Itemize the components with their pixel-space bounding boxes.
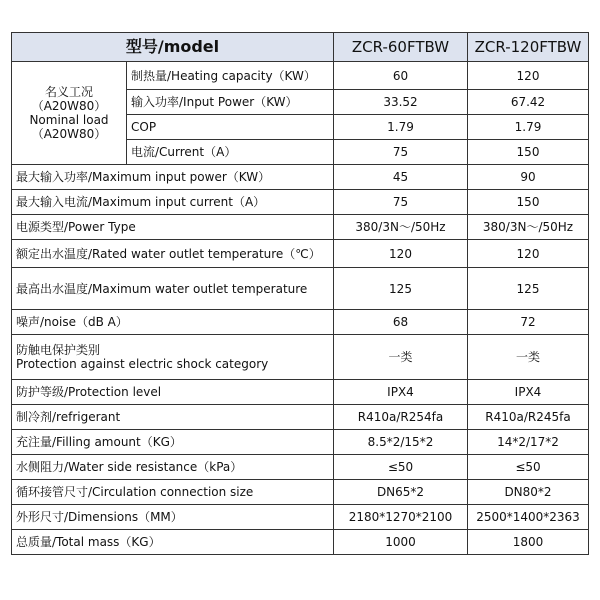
row-label: 额定出水温度/Rated water outlet temperature（℃） [12, 240, 334, 268]
value-model-2: DN80*2 [468, 480, 589, 505]
row-label: 输入功率/Input Power（KW） [127, 90, 334, 115]
value-model-2: ≤50 [468, 455, 589, 480]
row-label: 外形尺寸/Dimensions（MM） [12, 505, 334, 530]
row-label: 循环接管尺寸/Circulation connection size [12, 480, 334, 505]
row-label: 最高出水温度/Maximum water outlet temperature [12, 268, 334, 310]
row-label: 制热量/Heating capacity（KW） [127, 62, 334, 90]
table-row [12, 480, 589, 505]
value-model-1: 75 [334, 140, 468, 165]
value-model-2: 1800 [468, 530, 589, 555]
row-label: 最大输入电流/Maximum input current（A） [12, 190, 334, 215]
value-model-2: 125 [468, 268, 589, 310]
table-row [12, 215, 589, 240]
model-1-header: ZCR-60FTBW [334, 33, 468, 62]
table-row [12, 335, 589, 380]
table-row [12, 455, 589, 480]
table-row [12, 62, 589, 90]
value-model-1: 60 [334, 62, 468, 90]
table-row [12, 430, 589, 455]
value-model-2: IPX4 [468, 380, 589, 405]
row-label: COP [127, 115, 334, 140]
row-label [12, 335, 334, 380]
value-model-1: 45 [334, 165, 468, 190]
model-2-header: ZCR-120FTBW [468, 33, 589, 62]
row-label: 水侧阻力/Water side resistance（kPa） [12, 455, 334, 480]
row-label: 最大输入功率/Maximum input power（KW） [12, 165, 334, 190]
group-line: （A20W80） [31, 99, 107, 113]
value-model-1: DN65*2 [334, 480, 468, 505]
table-row [12, 240, 589, 268]
value-model-1: 68 [334, 310, 468, 335]
value-model-2: 72 [468, 310, 589, 335]
value-model-1: 33.52 [334, 90, 468, 115]
value-model-1: 75 [334, 190, 468, 215]
row-label: 电源类型/Power Type [12, 215, 334, 240]
header-row [12, 33, 589, 62]
row-label-zh: 防触电保护类别 [16, 343, 101, 357]
value-model-1: 1000 [334, 530, 468, 555]
table-row [12, 310, 589, 335]
value-model-2: 90 [468, 165, 589, 190]
table-row [12, 268, 589, 310]
value-model-2: 120 [468, 240, 589, 268]
row-label: 制冷剂/refrigerant [12, 405, 334, 430]
value-model-1: 380/3N～/50Hz [334, 215, 468, 240]
value-model-2: 1.79 [468, 115, 589, 140]
value-model-2: 380/3N～/50Hz [468, 215, 589, 240]
row-label: 充注量/Filling amount（KG） [12, 430, 334, 455]
value-model-1: R410a/R254fa [334, 405, 468, 430]
row-label-en: Protection against electric shock category [16, 357, 269, 371]
table-row [12, 165, 589, 190]
value-model-2: R410a/R245fa [468, 405, 589, 430]
value-model-2: 67.42 [468, 90, 589, 115]
value-model-2: 2500*1400*2363 [468, 505, 589, 530]
table-row [12, 505, 589, 530]
value-model-1: 一类 [334, 335, 468, 380]
model-label-cell: 型号/model [12, 33, 334, 62]
value-model-1: 1.79 [334, 115, 468, 140]
group-line: 名义工况 [44, 85, 93, 99]
table-row [12, 530, 589, 555]
value-model-1: 125 [334, 268, 468, 310]
row-label: 总质量/Total mass（KG） [12, 530, 334, 555]
spec-table [11, 32, 589, 555]
row-label: 电流/Current（A） [127, 140, 334, 165]
value-model-2: 一类 [468, 335, 589, 380]
value-model-1: ≤50 [334, 455, 468, 480]
table-row [12, 405, 589, 430]
row-label: 噪声/noise（dB A） [12, 310, 334, 335]
value-model-1: 2180*1270*2100 [334, 505, 468, 530]
row-label: 防护等级/Protection level [12, 380, 334, 405]
value-model-2: 120 [468, 62, 589, 90]
value-model-1: IPX4 [334, 380, 468, 405]
value-model-1: 8.5*2/15*2 [334, 430, 468, 455]
value-model-2: 150 [468, 190, 589, 215]
value-model-2: 14*2/17*2 [468, 430, 589, 455]
value-model-1: 120 [334, 240, 468, 268]
value-model-2: 150 [468, 140, 589, 165]
table-row [12, 190, 589, 215]
group-line: Nominal load [29, 113, 109, 127]
group-line: （A20W80） [31, 127, 107, 141]
nominal-load-group-cell [12, 62, 127, 165]
table-row [12, 380, 589, 405]
